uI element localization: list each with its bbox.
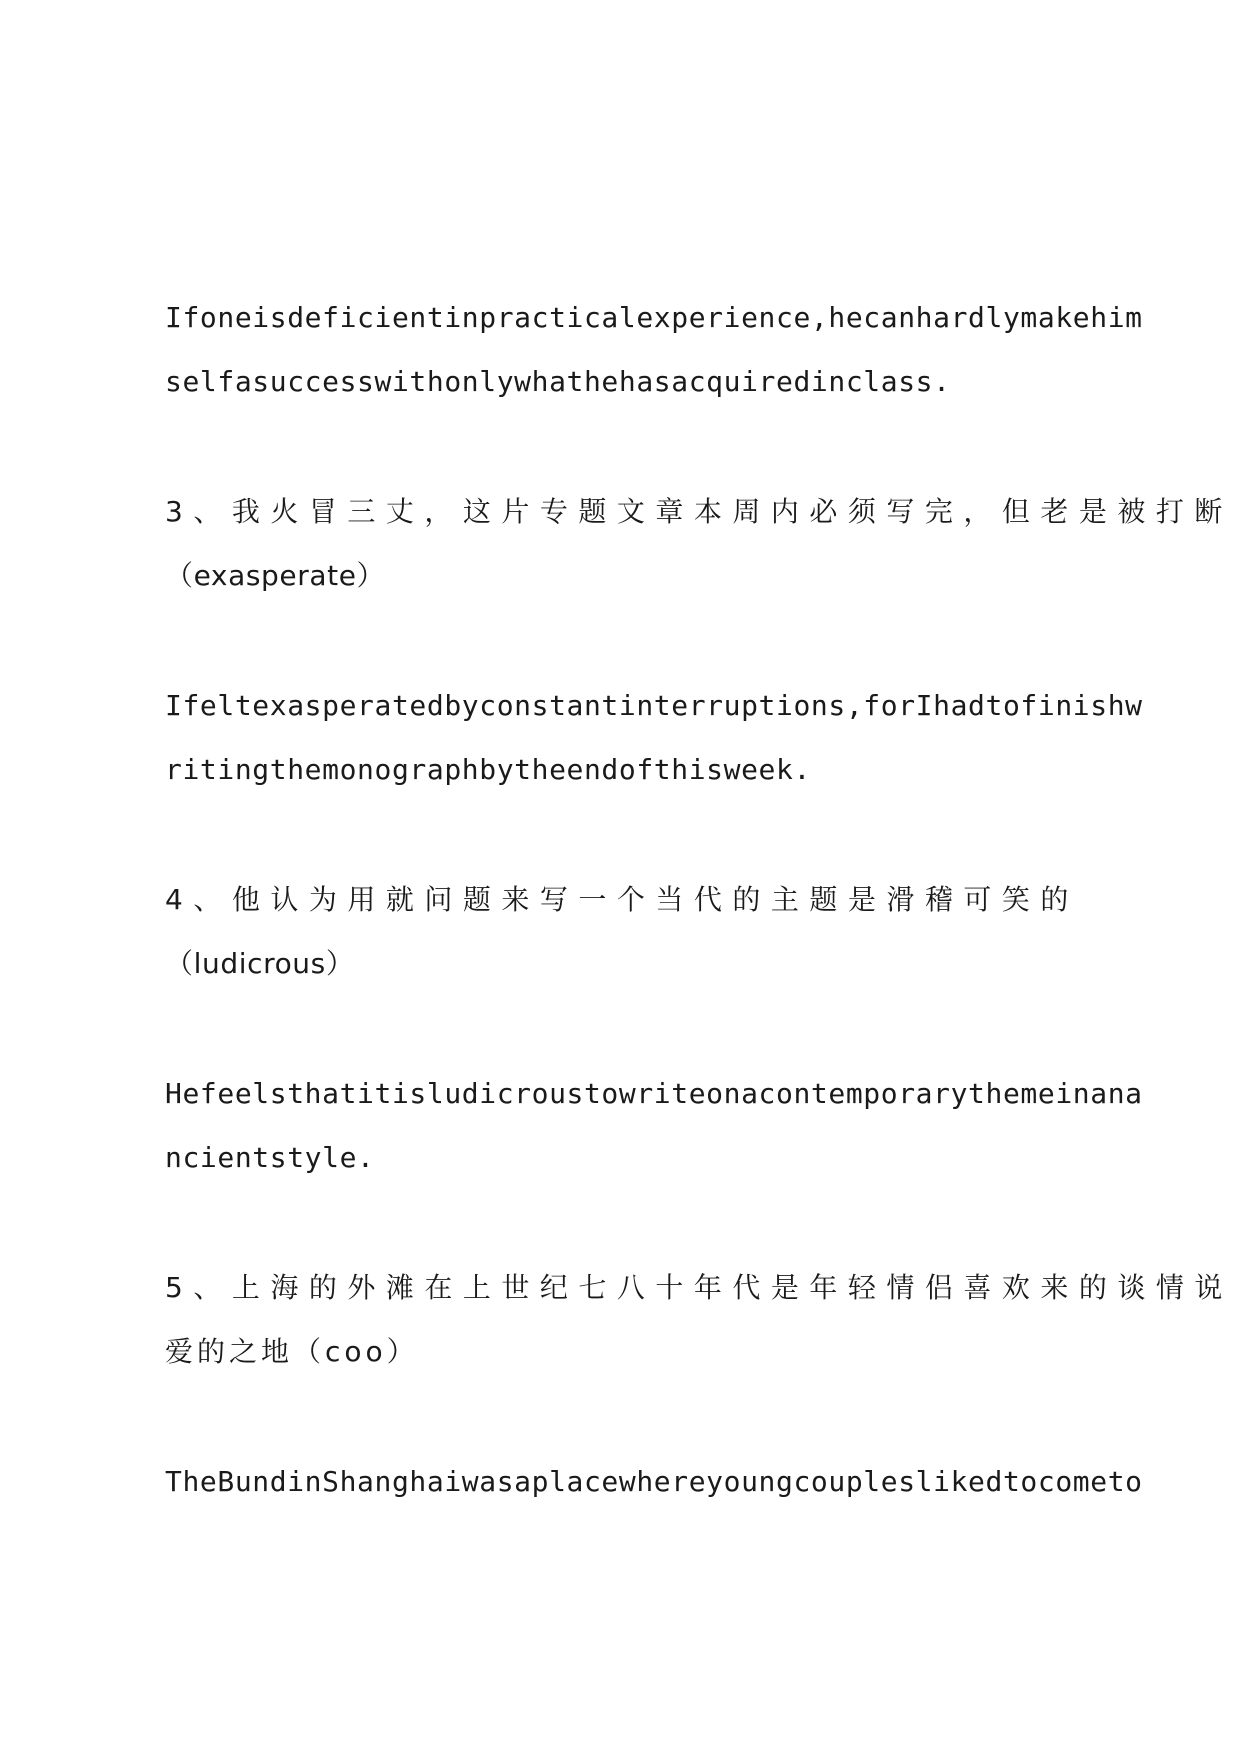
answer-2-line-2: selfasuccesswithonlywhathehasacquiredinclass. — [165, 365, 951, 398]
answer-4-line-1: Hefeelsthatitisludicroustowriteonacontemporarythemeinana — [165, 1077, 1143, 1110]
answer-3-line-2: ritingthemonographbytheendofthisweek. — [165, 753, 811, 786]
question-5-line-2: 爱的之地（coo） — [165, 1335, 419, 1368]
question-5-line-1: 5、上海的外滩在上世纪七八十年代是年轻情侣喜欢来的谈情说 — [165, 1271, 1233, 1304]
question-3-line-1: 3、我火冒三丈，这片专题文章本周内必须写完，但老是被打断 — [165, 495, 1233, 528]
answer-2-line-1: Ifoneisdeficientinpracticalexperience,hecanhardlymakehim — [165, 301, 1143, 334]
answer-5-line-1: TheBundinShanghaiwasaplacewhereyoungcoupleslikedtocometo — [165, 1465, 1143, 1498]
question-4-line-2: （ludicrous） — [165, 947, 355, 980]
question-3-line-2: （exasperate） — [165, 559, 386, 592]
answer-3-line-1: Ifeltexasperatedbyconstantinterruptions,forIhadtofinishw — [165, 689, 1143, 722]
answer-4-line-2: ncientstyle. — [165, 1141, 375, 1174]
question-4-line-1: 4、他认为用就问题来写一个当代的主题是滑稽可笑的 — [165, 883, 1079, 916]
